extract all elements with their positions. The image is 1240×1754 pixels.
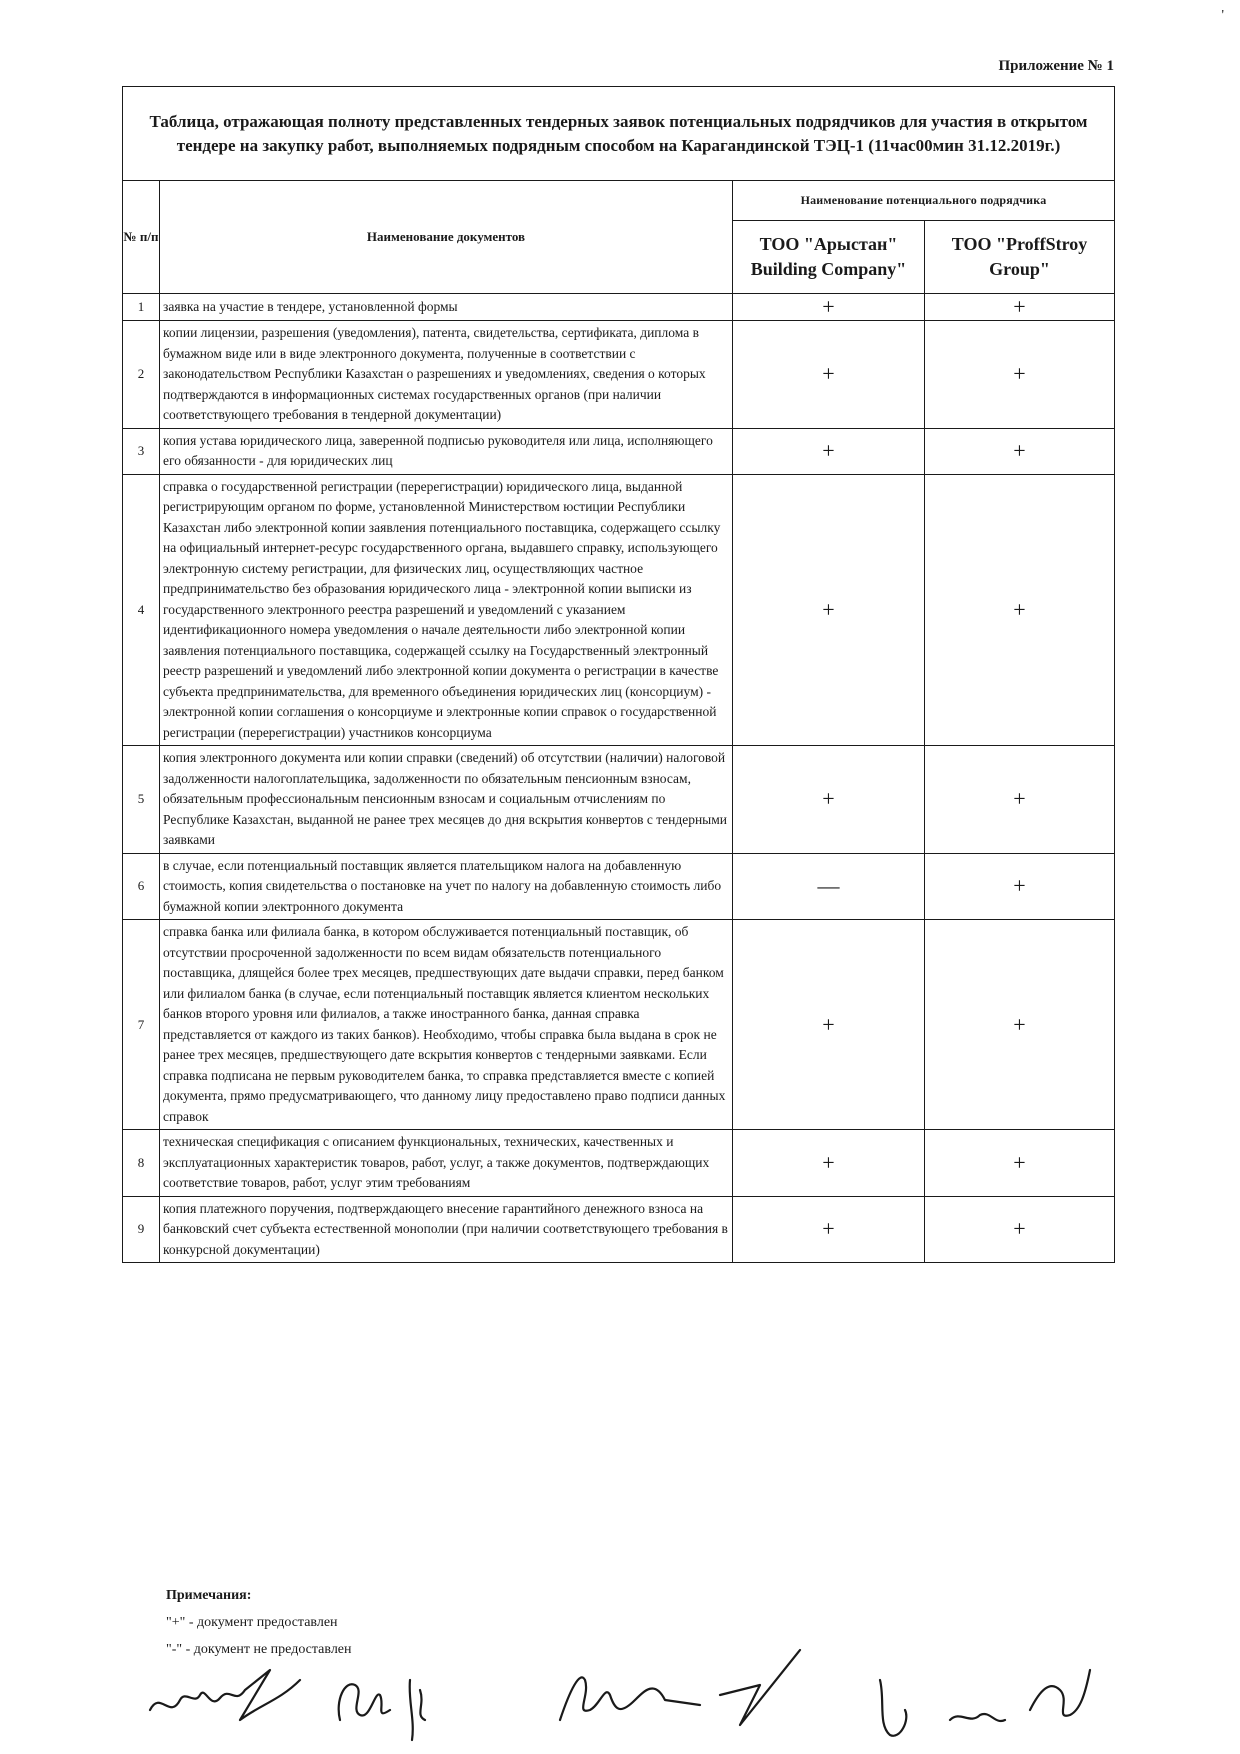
table-row <box>123 1196 1115 1263</box>
row-number: 1 <box>123 294 160 321</box>
row-number: 2 <box>123 321 160 429</box>
company-1-mark: + <box>733 428 925 474</box>
company-1-mark: — <box>733 853 925 920</box>
document-requirement: копия платежного поручения, подтверждающего внесение гарантийного денежного взноса на банковский счет субъекта естественной монополии (при наличии соответствующего требования в конкурсной документации) <box>160 1196 733 1263</box>
document-requirement: справка банка или филиала банка, в котором обслуживается потенциальный поставщик, об отсутствии просроченной задолженности по всем видам обязательств потенциального поставщика, длящейся более трех месяцев, предшествующих дате выдачи справки, перед банком или филиалом банка (в случае, если потенциальный поставщик является клиентом нескольких банков второго уровня или филиалов, а также иностранного банка, данная справка представляется от каждого из таких банков). Необходимо, чтобы справка была выдана в срок не ранее трех месяцев, предшествующего дате вскрытия конвертов с тендерными заявками. Если справка подписана не первым руководителем банка, то справка представляется вместе с копией документа, прямо предусматривающего, что данному лицу предоставлено право подписи данных справок <box>160 920 733 1130</box>
column-header-company-1: ТОО "Арыстан" Building Company" <box>733 221 925 294</box>
document-requirement: копии лицензии, разрешения (уведомления), патента, свидетельства, сертификата, диплома в бумажном виде или в виде электронного документа, полученные в соответствии с законодательством Республики Казахстан о разрешениях и уведомлениях, сведения о которых подтверждаются в информационных системах государственных органов (при наличии соответствующего требования в тендерной документации) <box>160 321 733 429</box>
notes-title: Примечания: <box>166 1588 252 1603</box>
note-minus: "-" - документ не предоставлен <box>166 1642 352 1657</box>
company-1-mark: + <box>733 1196 925 1263</box>
company-1-mark: + <box>733 920 925 1130</box>
row-number: 8 <box>123 1130 160 1197</box>
company-2-mark: + <box>925 1130 1115 1197</box>
company-2-mark: + <box>925 746 1115 854</box>
scan-corner-mark: ' <box>1221 8 1224 23</box>
appendix-label: Приложение № 1 <box>998 58 1114 74</box>
signature-4 <box>880 1670 1090 1736</box>
table-title: Таблица, отражающая полноту представленных тендерных заявок потенциальных подрядчиков для участия в открытом тендере на закупку работ, выполняемых подрядным способом на Карагандинской ТЭЦ-1 (11час00мин 31.12.2019г.) <box>123 87 1115 181</box>
table-row <box>123 853 1115 920</box>
table-row <box>123 920 1115 1130</box>
company-2-mark: + <box>925 428 1115 474</box>
column-header-number: № п/п <box>123 181 160 294</box>
document-requirement: копия устава юридического лица, заверенной подписью руководителя или лица, исполняющего его обязанности - для юридических лиц <box>160 428 733 474</box>
row-number: 9 <box>123 1196 160 1263</box>
company-1-mark: + <box>733 294 925 321</box>
signature-2 <box>339 1680 425 1740</box>
table-row <box>123 321 1115 429</box>
company-2-mark: + <box>925 1196 1115 1263</box>
row-number: 4 <box>123 474 160 746</box>
document-requirement: справка о государственной регистрации (перерегистрации) юридического лица, выданной регистрирующим органом по форме, установленной Министерством юстиции Республики Казахстан либо электронной копии заявления потенциального поставщика, содержащего ссылку на официальный интернет-ресурс государственного органа, выдавшего справку, использующего электронную систему регистрации, для физических лиц, осуществляющих частное предпринимательство без образования юридического лица - электронной копии выписки из государственного электронного реестра разрешений и уведомлений с указанием идентификационного номера уведомления о начале деятельности либо электронной копии заявления потенциального поставщика, содержащей ссылку на Государственный электронный реестр разрешений и уведомлений либо электронной копии документа о регистрации в качестве субъекта предпринимательства, для временного объединения юридических лиц (консорциум) - электронной копии соглашения о консорциуме и электронные копии справок о государственной регистрации (перерегистрации) участников консорциума <box>160 474 733 746</box>
column-header-company-2: ТОО "ProffStroy Group" <box>925 221 1115 294</box>
row-number: 7 <box>123 920 160 1130</box>
row-number: 6 <box>123 853 160 920</box>
document-requirement: копия электронного документа или копии справки (сведений) об отсутствии (наличии) налоговой задолженности налогоплательщика, задолженности по обязательным пенсионным взносам, обязательным профессиональным пенсионным взносам и социальным отчислениям по Республике Казахстан, выданной не ранее трех месяцев до дня вскрытия конвертов с тендерными заявками <box>160 746 733 854</box>
document-requirement: заявка на участие в тендере, установленной формы <box>160 294 733 321</box>
company-2-mark: + <box>925 920 1115 1130</box>
company-1-mark: + <box>733 474 925 746</box>
company-1-mark: + <box>733 321 925 429</box>
document-requirement: в случае, если потенциальный поставщик является плательщиком налога на добавленную стоимость, копия свидетельства о постановке на учет по налогу на добавленную стоимость либо бумажной копии электронного документа <box>160 853 733 920</box>
table-row <box>123 1130 1115 1197</box>
note-plus: "+" - документ предоставлен <box>166 1615 338 1630</box>
document-requirement: техническая спецификация с описанием функциональных, технических, качественных и эксплуатационных характеристик товаров, работ, услуг, а также документов, подтверждающих соответствие товаров, работ, услуг этим требованиям <box>160 1130 733 1197</box>
column-header-documents: Наименование документов <box>160 181 733 294</box>
company-2-mark: + <box>925 321 1115 429</box>
signature-1 <box>150 1670 300 1720</box>
company-2-mark: + <box>925 294 1115 321</box>
company-2-mark: + <box>925 853 1115 920</box>
table-row <box>123 294 1115 321</box>
tender-completeness-table <box>122 86 1115 1263</box>
signatures-area <box>140 1610 1220 1750</box>
company-2-mark: + <box>925 474 1115 746</box>
company-1-mark: + <box>733 746 925 854</box>
company-1-mark: + <box>733 1130 925 1197</box>
column-header-supplier-group: Наименование потенциального подрядчика <box>733 181 1115 221</box>
table-row <box>123 746 1115 854</box>
row-number: 5 <box>123 746 160 854</box>
table-row <box>123 428 1115 474</box>
table-row <box>123 474 1115 746</box>
signature-3 <box>560 1650 800 1725</box>
row-number: 3 <box>123 428 160 474</box>
